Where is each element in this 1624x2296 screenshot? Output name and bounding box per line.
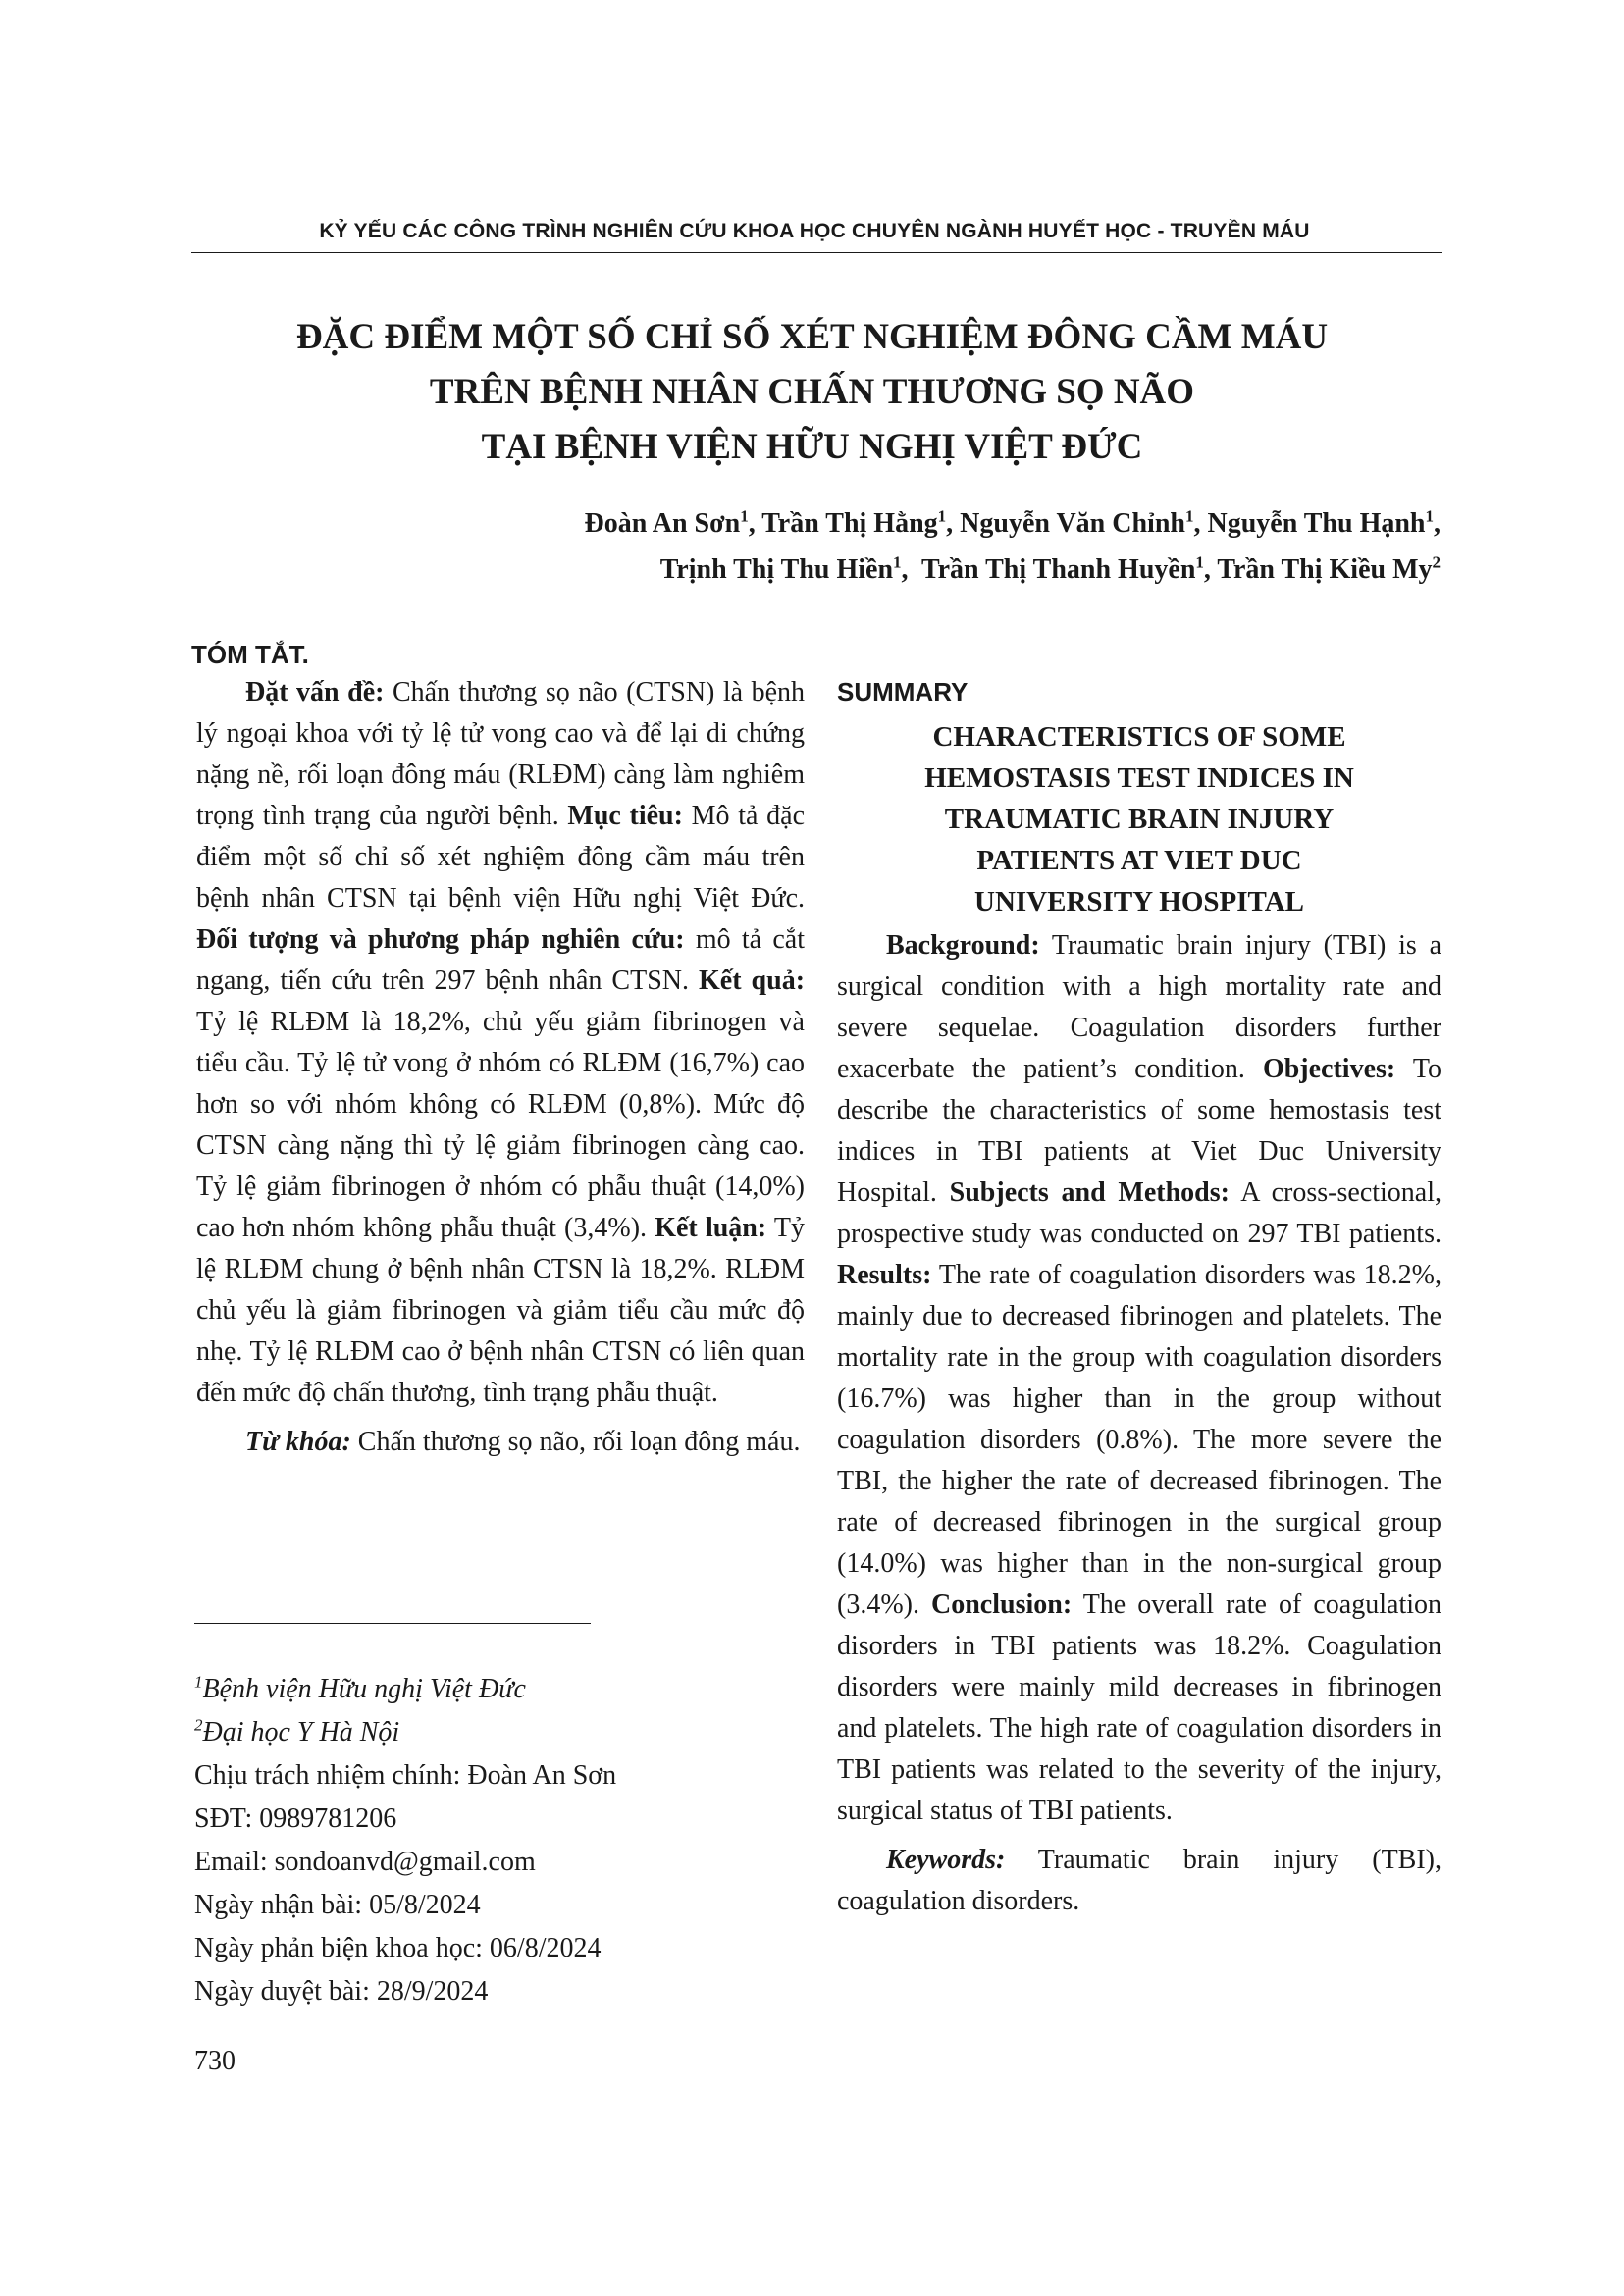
en-conclusion-label: Conclusion: bbox=[931, 1590, 1073, 1620]
en-methods-label: Subjects and Methods: bbox=[949, 1177, 1230, 1208]
footnotes bbox=[194, 1668, 803, 2013]
title-line: ĐẶC ĐIỂM MỘT SỐ CHỈ SỐ XÉT NGHIỆM ĐÔNG CẦM MÁU bbox=[295, 317, 1329, 357]
author-name: Nguyễn Văn Chỉnh bbox=[960, 508, 1185, 539]
footnote-rule bbox=[194, 1623, 591, 1624]
en-background-label: Background: bbox=[886, 930, 1040, 961]
author-name: Trần Thị Kiều My bbox=[1217, 554, 1433, 585]
vn-results-label: Kết quả: bbox=[699, 965, 806, 996]
title-line: TRÊN BỆNH NHÂN CHẤN THƯƠNG SỌ NÃO bbox=[429, 372, 1195, 412]
title-line: TẠI BỆNH VIỆN HỮU NGHỊ VIỆT ĐỨC bbox=[481, 427, 1143, 467]
en-abstract bbox=[837, 925, 1441, 1922]
en-objective-text: To describe the characteristics of some hemostasis test indices in TBI patients at Viet Duc University Hospital. bbox=[837, 1054, 1441, 1208]
en-title-line: TRAUMATIC BRAIN INJURY bbox=[944, 804, 1335, 835]
author-affiliation-mark: 1 bbox=[1184, 506, 1194, 526]
vn-methods-label: Đối tượng và phương pháp nghiên cứu: bbox=[196, 924, 685, 955]
date-accepted: Ngày duyệt bài: 28/9/2024 bbox=[194, 1976, 489, 2007]
en-abstract-body bbox=[837, 925, 1441, 1832]
author-name: Nguyễn Thu Hạnh bbox=[1207, 508, 1426, 539]
vn-methods-text: mô tả cắt ngang, tiến cứu trên 297 bệnh nhân CTSN. bbox=[196, 924, 805, 996]
author-list bbox=[584, 500, 1441, 593]
running-header: KỶ YẾU CÁC CÔNG TRÌNH NGHIÊN CỨU KHOA HỌC CHUYÊN NGÀNH HUYẾT HỌC - TRUYỀN MÁU bbox=[319, 220, 1310, 242]
author-name: Trần Thị Hằng bbox=[761, 508, 938, 539]
author-name: Trịnh Thị Thu Hiền bbox=[659, 554, 894, 585]
en-title-line: CHARACTERISTICS OF SOME bbox=[932, 721, 1346, 753]
author-affiliation-mark: 1 bbox=[1425, 506, 1434, 526]
affiliation-number: 2 bbox=[194, 1715, 203, 1735]
en-results-label: Results: bbox=[837, 1260, 932, 1290]
author-affiliation-mark: 1 bbox=[937, 506, 947, 526]
vn-objective-label: Mục tiêu: bbox=[567, 801, 683, 831]
affiliation-text: Đại học Y Hà Nội bbox=[202, 1717, 400, 1748]
en-title-line: HEMOSTASIS TEST INDICES IN bbox=[924, 762, 1354, 794]
vn-abstract bbox=[196, 672, 805, 1463]
corresponding-author: Chịu trách nhiệm chính: Đoàn An Sơn bbox=[194, 1760, 617, 1791]
author-affiliation-mark: 2 bbox=[1432, 552, 1441, 572]
vn-abstract-heading: TÓM TẮT. bbox=[191, 640, 309, 669]
en-methods-text: A cross-sectional, prospective study was conducted on 297 TBI patients. bbox=[837, 1177, 1442, 1249]
en-keywords bbox=[837, 1840, 1441, 1922]
author-affiliation-mark: 1 bbox=[1195, 552, 1204, 572]
vn-conclusion-text: Tỷ lệ RLĐM chung ở bệnh nhân CTSN là 18,2%. RLĐM chủ yếu là giảm fibrinogen và giảm tiểu cầu mức độ nhẹ. Tỷ lệ RLĐM cao ở bệnh nhân CTSN có liên quan đến mức độ chấn thương, tình trạng phẫu thuật. bbox=[196, 1213, 805, 1408]
vn-keywords-text: Chấn thương sọ não, rối loạn đông máu. bbox=[350, 1427, 801, 1457]
affiliation-text: Bệnh viện Hữu nghị Việt Đức bbox=[202, 1674, 526, 1704]
vn-keywords-label: Từ khóa: bbox=[245, 1427, 351, 1457]
date-reviewed: Ngày phản biện khoa học: 06/8/2024 bbox=[194, 1933, 602, 1963]
phone: SĐT: 0989781206 bbox=[194, 1803, 397, 1834]
author-name: Đoàn An Sơn bbox=[584, 508, 741, 539]
en-title bbox=[837, 716, 1441, 922]
author-name: Trần Thị Thanh Huyền bbox=[921, 554, 1196, 585]
vn-results-text: Tỷ lệ RLĐM là 18,2%, chủ yếu giảm fibrinogen và tiểu cầu. Tỷ lệ tử vong ở nhóm có RLĐM (16,7%) cao hơn so với nhóm không có RLĐM (0,8%). Mức độ CTSN càng nặng thì tỷ lệ giảm fibrinogen càng cao. Tỷ lệ giảm fibrinogen ở nhóm có phẫu thuật (14,0%) cao hơn nhóm không phẫu thuật (3,4%). bbox=[196, 1007, 805, 1243]
email: Email: sondoanvd@gmail.com bbox=[194, 1847, 536, 1877]
vn-abstract-body bbox=[196, 672, 805, 1414]
author-line-1: Đoàn An Sơn$^1$, Trần Thị Hằng$^1$, Nguyễn Văn Chỉnh$^1$, Nguyễn Thu Hạnh$^1$, bbox=[584, 506, 1441, 539]
en-results-text: The rate of coagulation disorders was 18.2%, mainly due to decreased fibrinogen and platelets. The mortality rate in the group with coagulation disorders (16.7%) was higher than in the group without coagulation disorders (0.8%). The more severe the TBI, the higher the rate of decreased fibrinogen. The rate of decreased fibrinogen in the surgical group (14.0%) was higher than in the non-surgical group (3.4%). bbox=[837, 1260, 1441, 1620]
vn-objective-text: Mô tả đặc điểm một số chỉ số xét nghiệm đông cầm máu trên bệnh nhân CTSN tại bệnh viện Hữu nghị Việt Đức. bbox=[196, 801, 806, 913]
en-abstract-heading: SUMMARY bbox=[837, 677, 969, 706]
vn-background-text: Chấn thương sọ não (CTSN) là bệnh lý ngoại khoa với tỷ lệ tử vong cao và để lại di chứng nặng nề, rối loạn đông máu (RLĐM) càng làm nghiêm trọng tình trạng của người bệnh. bbox=[196, 677, 805, 831]
en-objective-label: Objectives: bbox=[1262, 1054, 1396, 1084]
vn-keywords bbox=[196, 1422, 805, 1463]
en-background-text: Traumatic brain injury (TBI) is a surgical condition with a high mortality rate and severe sequelae. Coagulation disorders further exacerbate the patient’s condition. bbox=[837, 930, 1441, 1084]
author-affiliation-mark: 1 bbox=[893, 552, 902, 572]
vn-background-label: Đặt vấn đề: bbox=[245, 677, 385, 707]
article-title bbox=[191, 310, 1433, 475]
affiliation-1 bbox=[194, 1668, 803, 1711]
en-title-line: UNIVERSITY HOSPITAL bbox=[974, 886, 1304, 917]
affiliation-2 bbox=[194, 1711, 803, 1754]
en-title-line: PATIENTS AT VIET DUC bbox=[976, 845, 1302, 876]
header-rule bbox=[191, 252, 1442, 253]
affiliation-number: 1 bbox=[194, 1672, 203, 1692]
date-received: Ngày nhận bài: 05/8/2024 bbox=[194, 1890, 481, 1920]
en-keywords-label: Keywords: bbox=[886, 1845, 1006, 1875]
page-number: 730 bbox=[194, 2046, 236, 2076]
author-affiliation-mark: 1 bbox=[740, 506, 749, 526]
en-keywords-text: Traumatic brain injury (TBI), coagulation disorders. bbox=[837, 1845, 1441, 1916]
author-line-2: Trịnh Thị Thu Hiền$^1$, Trần Thị Thanh Huyền$^1$, Trần Thị Kiều My$^2$ bbox=[659, 552, 1441, 585]
en-conclusion-text: The overall rate of coagulation disorders in TBI patients was 18.2%. Coagulation disorders were mainly mild decreases in fibrinogen and platelets. The high rate of coagulation disorders in TBI patients was related to the severity of the injury, surgical status of TBI patients. bbox=[837, 1590, 1441, 1826]
vn-conclusion-label: Kết luận: bbox=[655, 1213, 767, 1243]
